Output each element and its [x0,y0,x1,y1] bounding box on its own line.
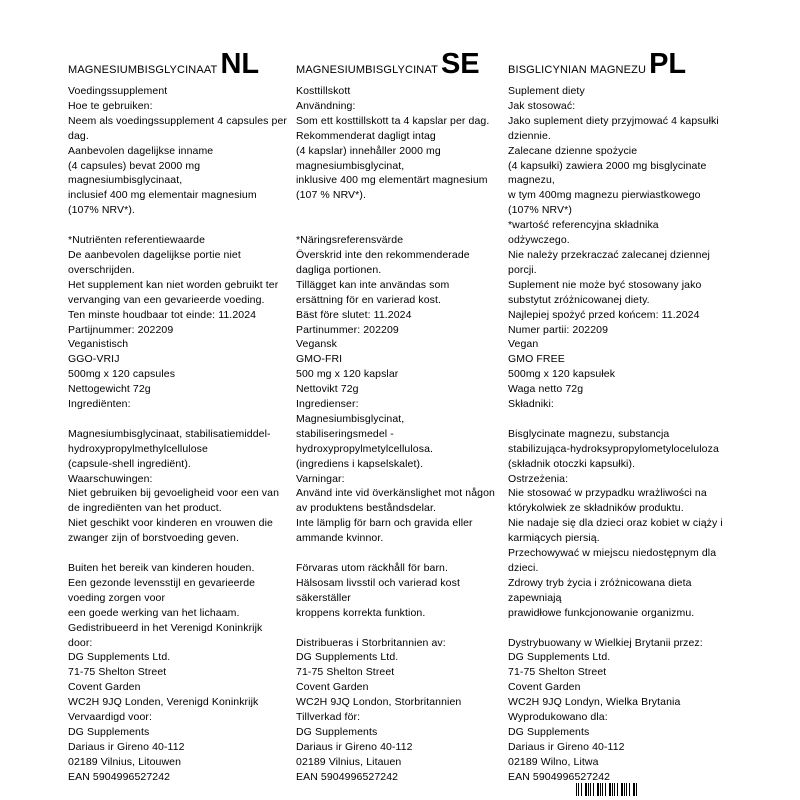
text-line [68,218,292,233]
text-line: Niet geschikt voor kinderen en vrouwen die [68,517,273,530]
text-line: (107 % NRV*). [296,189,366,202]
product-name-title: MAGNESIUMBISGLYCINAAT [68,64,218,76]
text-line: Ingredienser: [296,398,359,411]
text-line: stabilizująca-hydroksypropylometyloceluloza [508,442,719,455]
text-line: Buiten het bereik van kinderen houden. [68,562,255,574]
text-line: Tillverkad för: [296,711,361,724]
text-line: Waga netto 72g [508,383,584,396]
text-line: Ten minste houdbaar tot einde: 11.2024 [68,308,257,321]
text-line: DG Supplements Ltd. [68,651,171,664]
text-line: DG Supplements Ltd. [296,651,399,664]
text-line: Voedingssupplement [68,85,168,97]
text-line: magnezu, [508,174,555,187]
text-line [508,412,738,427]
text-line [296,218,504,233]
text-line: Som ett kosttillskott ta 4 kapslar per dag. [296,114,490,127]
text-line: Zdrowy tryb życia i zróżnicowana dieta [508,576,692,589]
text-line: 500mg x 120 capsules [68,368,176,381]
text-line: Förvaras utom räckhåll för barn. [296,562,449,574]
text-line: Vegansk [296,338,337,351]
text-line: Distribueras i Storbritannien av: [296,636,446,649]
text-line: Het supplement kan niet worden gebruikt ter [68,278,279,291]
text-line: hydroxypropylmethylcellulose [68,442,208,455]
column-header-nl [68,50,292,82]
text-line: Niet gebruiken bij gevoeligheid voor een van [68,487,280,500]
text-line: GGO-VRIJ [68,353,120,366]
text-line: porcji. [508,263,537,276]
text-line: DG Supplements [296,725,378,738]
text-line: Dariaus ir Gireno 40-112 [508,740,625,753]
text-line: 71-75 Shelton Street [296,666,395,679]
text-line: *wartość referencyjna składnika [508,219,659,232]
text-line: Nettovikt 72g [296,383,359,396]
text-line: Gedistribueerd in het Verenigd Koninkrijk [68,621,263,634]
text-line: Jak stosować: [508,99,576,112]
text-line: magnesiumbisglycinat, [296,159,405,172]
text-line: którykolwiek ze składników produktu. [508,502,684,515]
text-line: 71-75 Shelton Street [68,666,167,679]
text-line: (4 kapsułki) zawiera 2000 mg bisglycinate [508,159,707,172]
text-line: (capsule-shell ingrediënt). [68,457,191,470]
text-line: Tillägget kan inte användas som [296,278,450,291]
text-line: Dariaus ir Gireno 40-112 [68,740,185,753]
text-line: 500mg x 120 kapsułek [508,368,616,381]
text-line: Covent Garden [68,681,141,694]
text-line: dzieci. [508,562,539,574]
text-line: Aanbevolen dagelijkse inname [68,144,214,157]
text-line: Suplement nie może być stosowany jako [508,278,702,291]
text-line: inklusive 400 mg elementärt magnesium [296,174,488,187]
text-line: Ostrzeżenia: [508,472,569,485]
label-column-nl [68,50,292,785]
text-line: Jako suplement diety przyjmować 4 kapsułki [508,114,719,127]
text-line [296,546,504,561]
product-name-title: MAGNESIUMBISGLYCINAT [296,64,438,76]
text-line: dag. [68,129,89,142]
text-line: 02189 Vilnius, Litauen [296,755,402,768]
language-code-badge: NL [220,48,260,80]
text-line: WC2H 9JQ Londyn, Wielka Brytania [508,696,681,709]
text-line: WC2H 9JQ London, Storbritannien [296,696,462,709]
language-code-badge: PL [649,48,687,80]
text-line: zwanger zijn of borstvoeding geven. [68,532,240,545]
text-line: EAN 5904996527242 [508,770,611,783]
text-line: Partinummer: 202209 [296,323,399,336]
text-line: Dystrybuowany w Wielkiej Brytanii przez: [508,636,703,649]
column-body-pl [508,84,738,785]
text-line: Nie należy przekraczać zalecanej dziennej [508,248,710,261]
text-line: (4 kapslar) innehåller 2000 mg [296,144,441,157]
text-line: Vegan [508,338,539,351]
text-line: dziennie. [508,129,551,142]
text-line: dagliga portionen. [296,263,382,276]
text-line: Rekommenderat dagligt intag [296,129,436,142]
text-line: Neem als voedingssupplement 4 capsules per [68,114,287,127]
text-line: door: [68,636,93,649]
text-line: Bisglycinate magnezu, substancja [508,427,670,440]
text-line: een goede werking van het lichaam. [68,606,240,619]
text-line: Överskrid inte den rekommenderade [296,248,470,261]
text-line: odżywczego. [508,234,570,247]
text-line: 500 mg x 120 kapslar [296,368,399,381]
text-line: Varningar: [296,472,345,485]
text-line: de ingrediënten van het product. [68,502,222,515]
text-line: WC2H 9JQ Londen, Verenigd Koninkrijk [68,696,259,709]
text-line: Een gezonde levensstijl en gevarieerde [68,576,256,589]
text-line: Najlepiej spożyć przed końcem: 11.2024 [508,308,700,321]
text-line: (107% NRV*). [68,204,135,217]
text-line: säkerställer [296,591,351,604]
column-body-nl [68,84,292,785]
text-line: Magnesiumbisglycinaat, stabilisatiemiddel- [68,427,271,440]
text-line: EAN 5904996527242 [296,770,399,783]
text-line: Användning: [296,99,356,112]
text-line: Ingrediënten: [68,398,131,411]
text-line [68,546,292,561]
text-line: DG Supplements [508,725,590,738]
text-line: prawidłowe funkcjonowanie organizmu. [508,606,695,619]
text-line: Nie stosować w przypadku wrażliwości na [508,487,707,500]
ean-barcode [576,783,638,796]
text-line: Wyprodukowano dla: [508,711,608,724]
text-line [296,203,504,218]
text-line: *Nutriënten referentiewaarde [68,234,206,247]
text-line: DG Supplements [68,725,150,738]
column-header-se [296,50,504,82]
text-line: Covent Garden [508,681,581,694]
text-line: vervanging van een gevarieerde voeding. [68,293,265,306]
product-name-title: BISGLICYNIAN MAGNEZU [508,64,647,76]
text-line: hydroxypropylmetylcellulosa. [296,442,434,455]
text-line: EAN 5904996527242 [68,770,171,783]
text-line: Dariaus ir Gireno 40-112 [296,740,413,753]
column-header-pl [508,50,738,82]
text-line: Zalecane dzienne spożycie [508,144,638,157]
text-line: Vervaardigd voor: [68,711,152,724]
text-line: Bäst före slutet: 11.2024 [296,308,412,321]
column-body-se [296,84,504,785]
text-line: GMO FREE [508,353,565,366]
text-line: (składnik otoczki kapsułki). [508,457,636,470]
text-line: *Näringsreferensvärde [296,234,404,247]
text-line: Inte lämplig för barn och gravida eller [296,517,473,530]
text-line: 71-75 Shelton Street [508,666,607,679]
text-line: DG Supplements Ltd. [508,651,611,664]
text-line: stabiliseringsmedel - [296,427,394,440]
text-line: Partijnummer: 202209 [68,323,174,336]
text-line: Hälsosam livsstil och varierad kost [296,576,460,589]
text-line: kroppens korrekta funktion. [296,606,426,619]
text-line: Veganistisch [68,338,129,351]
text-line: (4 capsules) bevat 2000 mg [68,159,201,172]
text-line: (107% NRV*) [508,204,572,217]
text-line: (ingrediens i kapselskalet). [296,457,424,470]
language-code-badge: SE [440,48,480,80]
text-line: Numer partii: 202209 [508,323,609,336]
text-line: Suplement diety [508,85,585,97]
text-line: substytut zróżnicowanej diety. [508,293,650,306]
text-line: De aanbevolen dagelijkse portie niet [68,248,241,261]
text-line: zapewniają [508,591,562,604]
text-line: karmiących piersią. [508,532,600,545]
text-line: Przechowywać w miejscu niedostępnym dla [508,547,717,560]
text-line: Covent Garden [296,681,369,694]
text-line: Hoe te gebruiken: [68,99,153,112]
text-line: Składniki: [508,398,554,411]
text-line: Magnesiumbisglycinat, [296,412,405,425]
label-column-pl [508,50,738,785]
text-line: ammande kvinnor. [296,532,384,545]
label-column-se [296,50,504,785]
text-line: Kosttillskott [296,85,351,97]
text-line: Nie nadaje się dla dzieci oraz kobiet w ciąży i [508,517,723,530]
text-line [508,621,738,636]
text-line: overschrijden. [68,263,135,276]
text-line [68,412,292,427]
text-line: Använd inte vid överkänslighet mot någon [296,487,495,500]
text-line: w tym 400mg magnezu pierwiastkowego [508,189,701,202]
text-line: magnesiumbisglycinaat, [68,174,183,187]
text-line: voeding zorgen voor [68,591,166,604]
text-line: Nettogewicht 72g [68,383,151,396]
text-line: inclusief 400 mg elementair magnesium [68,189,257,202]
text-line: GMO-FRI [296,353,343,366]
text-line: 02189 Vilnius, Litouwen [68,755,182,768]
text-line: ersättning för en varierad kost. [296,293,442,306]
text-line: Waarschuwingen: [68,472,153,485]
text-line [296,621,504,636]
text-line: av produktens beståndsdelar. [296,502,436,515]
text-line: 02189 Wilno, Litwa [508,755,599,768]
